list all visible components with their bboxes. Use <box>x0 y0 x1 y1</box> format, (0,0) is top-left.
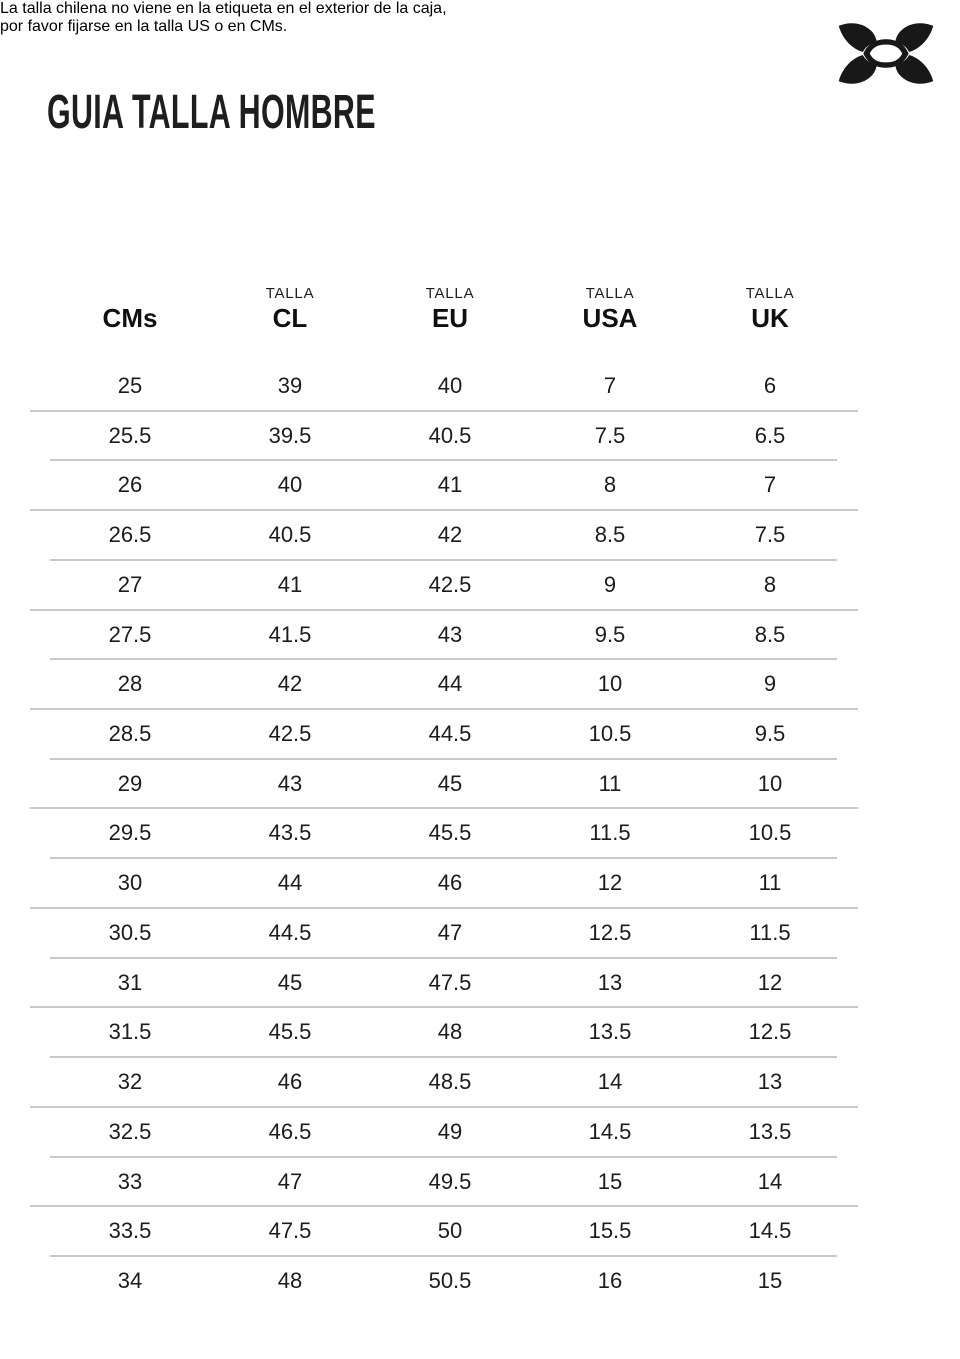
size-value: 7.5 <box>754 522 786 548</box>
size-value: 41 <box>277 571 303 597</box>
size-value: 33.5 <box>108 1218 152 1244</box>
size-value: 13.5 <box>748 1118 792 1144</box>
size-value: 15 <box>757 1267 783 1293</box>
size-value: 28.5 <box>108 721 152 747</box>
table-row <box>50 1157 850 1207</box>
size-value: 44.5 <box>428 721 472 747</box>
size-value: 45.5 <box>428 820 472 846</box>
size-value: 31 <box>117 969 143 995</box>
size-value: 30 <box>117 870 143 896</box>
size-value: 8 <box>603 472 617 498</box>
table-header <box>50 276 850 334</box>
size-value: 48 <box>437 1019 463 1045</box>
size-value: 6 <box>763 373 777 398</box>
size-value: 12 <box>597 870 623 896</box>
header-super-label: TALLA <box>425 285 475 302</box>
header-cell-usa <box>530 276 690 334</box>
size-value: 6.5 <box>754 422 786 448</box>
header-label: CL <box>272 303 308 333</box>
size-value: 42.5 <box>268 721 312 747</box>
size-value: 32 <box>117 1069 143 1095</box>
size-value: 42.5 <box>428 571 472 597</box>
size-value: 42 <box>277 671 303 697</box>
table-row <box>50 610 850 660</box>
size-value: 9.5 <box>754 721 786 747</box>
table-row <box>50 411 850 461</box>
header-super-label: TALLA <box>265 285 315 302</box>
size-value: 25.5 <box>108 422 152 448</box>
size-value: 12 <box>757 969 783 995</box>
size-value: 40.5 <box>268 522 312 548</box>
header-label: CMs <box>102 303 158 333</box>
size-value: 43.5 <box>268 820 312 846</box>
size-value: 41 <box>437 472 463 498</box>
size-value: 32.5 <box>108 1118 152 1144</box>
size-value: 48.5 <box>428 1069 472 1095</box>
size-value: 7 <box>603 373 617 398</box>
size-value: 29.5 <box>108 820 152 846</box>
size-value: 44.5 <box>268 919 312 945</box>
size-value: 26.5 <box>108 522 152 548</box>
header-cell-uk <box>690 276 850 334</box>
size-value: 7.5 <box>594 422 626 448</box>
header-label: USA <box>582 303 638 333</box>
size-value: 10.5 <box>748 820 792 846</box>
table-row <box>50 958 850 1008</box>
header-label: EU <box>431 303 469 333</box>
table-row <box>50 659 850 709</box>
size-value: 49.5 <box>428 1168 472 1194</box>
size-value: 26 <box>117 472 143 498</box>
size-value: 13 <box>597 969 623 995</box>
table-row <box>50 1057 850 1107</box>
note-line-2: por favor fijarse en la talla US o en CMs. <box>0 18 288 35</box>
table-row <box>50 510 850 560</box>
size-value: 41.5 <box>268 621 312 647</box>
size-value: 8.5 <box>754 621 786 647</box>
size-value: 43 <box>437 621 463 647</box>
size-value: 15.5 <box>588 1218 632 1244</box>
table-row <box>50 808 850 858</box>
size-value: 47.5 <box>428 969 472 995</box>
header-super-label: TALLA <box>745 285 795 302</box>
size-value: 13 <box>757 1069 783 1095</box>
size-value: 40 <box>277 472 303 498</box>
size-value: 25 <box>117 373 143 398</box>
header-cell-cl <box>210 276 370 334</box>
size-value: 12.5 <box>748 1019 792 1045</box>
table-row <box>50 460 850 510</box>
size-value: 45.5 <box>268 1019 312 1045</box>
size-value: 33 <box>117 1168 143 1194</box>
page-title: GUIA TALLA HOMBRE <box>47 86 376 139</box>
size-value: 39 <box>277 373 303 398</box>
size-value: 49 <box>437 1118 463 1144</box>
size-value: 50.5 <box>428 1267 472 1293</box>
size-value: 45 <box>437 770 463 796</box>
size-value: 14 <box>597 1069 623 1095</box>
size-value: 7 <box>763 472 777 498</box>
size-value: 47.5 <box>268 1218 312 1244</box>
note-line-1: La talla chilena no viene en la etiqueta en el exterior de la caja, <box>0 0 447 17</box>
table-row <box>50 560 850 610</box>
table-row <box>50 1256 850 1306</box>
table-row <box>50 1107 850 1157</box>
size-value: 39.5 <box>268 422 312 448</box>
size-value: 43 <box>277 770 303 796</box>
table-row <box>50 858 850 908</box>
size-value: 29 <box>117 770 143 796</box>
size-value: 44 <box>277 870 303 896</box>
size-value: 47 <box>437 919 463 945</box>
under-armour-logo-icon <box>836 21 936 86</box>
size-value: 44 <box>437 671 463 697</box>
size-value: 48 <box>277 1267 303 1293</box>
size-value: 10 <box>757 770 783 796</box>
size-value: 40 <box>437 373 463 398</box>
table-row <box>50 361 850 411</box>
header-super-label: TALLA <box>585 285 635 302</box>
size-value: 27 <box>117 571 143 597</box>
size-value: 45 <box>277 969 303 995</box>
size-value: 9.5 <box>594 621 626 647</box>
table-row <box>50 759 850 809</box>
header-cell-eu <box>370 276 530 334</box>
header-cell-cms <box>50 276 210 334</box>
size-value: 16 <box>597 1267 623 1293</box>
table-row <box>50 908 850 958</box>
size-value: 46 <box>277 1069 303 1095</box>
size-value: 11.5 <box>589 820 631 846</box>
size-value: 14.5 <box>748 1218 792 1244</box>
size-value: 34 <box>117 1267 143 1293</box>
size-value: 8.5 <box>594 522 626 548</box>
size-value: 11.5 <box>749 919 791 945</box>
table-row <box>50 1007 850 1057</box>
size-value: 11 <box>758 870 782 896</box>
size-value: 14 <box>757 1168 783 1194</box>
size-value: 8 <box>763 571 777 597</box>
size-value: 12.5 <box>588 919 632 945</box>
size-value: 10.5 <box>588 721 632 747</box>
table-row <box>50 709 850 759</box>
size-value: 11 <box>598 770 622 796</box>
size-value: 30.5 <box>108 919 152 945</box>
size-value: 42 <box>437 522 463 548</box>
size-value: 40.5 <box>428 422 472 448</box>
size-value: 15 <box>597 1168 623 1194</box>
header-label: UK <box>751 303 789 333</box>
size-value: 50 <box>437 1218 463 1244</box>
size-value: 10 <box>597 671 623 697</box>
size-value: 27.5 <box>108 621 152 647</box>
size-value: 46.5 <box>268 1118 312 1144</box>
size-value: 46 <box>437 870 463 896</box>
size-value: 28 <box>117 671 143 697</box>
size-value: 31.5 <box>108 1019 152 1045</box>
size-value: 47 <box>277 1168 303 1194</box>
size-value: 9 <box>763 671 777 697</box>
size-value: 9 <box>603 571 617 597</box>
table-row <box>50 1206 850 1256</box>
table-rows <box>30 361 858 1306</box>
size-value: 14.5 <box>588 1118 632 1144</box>
size-value: 13.5 <box>588 1019 632 1045</box>
